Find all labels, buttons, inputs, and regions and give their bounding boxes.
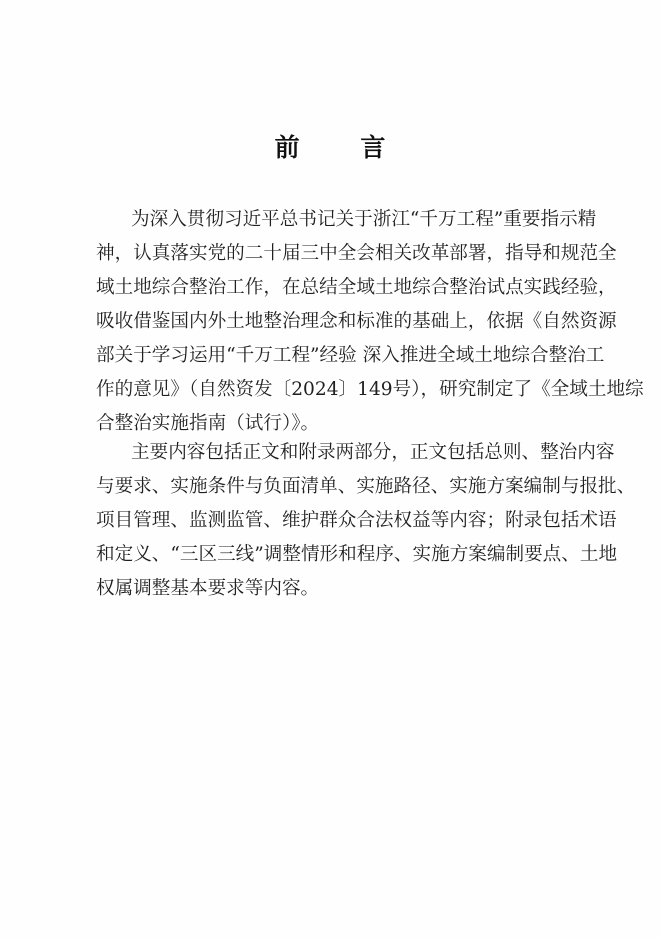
paragraph-line: 与要求、实施条件与负面清单、实施路径、实施方案编制与报批、: [96, 476, 636, 497]
paragraph-2: [96, 436, 636, 606]
paragraph-line: 吸收借鉴国内外土地整治理念和标准的基础上，依据《自然资源: [96, 311, 617, 332]
paragraph-line: 部关于学习运用“千万工程”经验 深入推进全域土地综合整治工: [96, 345, 605, 366]
paragraph-line: 和定义、“三区三线”调整情形和程序、实施方案编制要点、土地: [96, 544, 618, 565]
paragraph-line: 合整治实施指南（试行）》。: [96, 413, 320, 434]
paragraph-line: 权属调整基本要求等内容。: [96, 578, 320, 599]
paragraph-line: 作的意见》（自然资发〔2024〕149号），研究制定了《全域土地综: [96, 379, 644, 400]
paragraph-line: 主要内容包括正文和附录两部分，正文包括总则、整治内容: [131, 442, 615, 463]
paragraph-line: 为深入贯彻习近平总书记关于浙江“千万工程”重要指示精: [131, 209, 597, 230]
page-title: 前 言: [274, 133, 412, 162]
paragraph-line: 域土地综合整治工作，在总结全域土地综合整治试点实践经验，: [96, 277, 617, 298]
paragraph-1: [96, 203, 644, 441]
paragraph-line: 项目管理、监测监管、维护群众合法权益等内容；附录包括术语: [96, 510, 617, 531]
paragraph-line: 神，认真落实党的二十届三中全会相关改革部署，指导和规范全: [96, 243, 617, 264]
